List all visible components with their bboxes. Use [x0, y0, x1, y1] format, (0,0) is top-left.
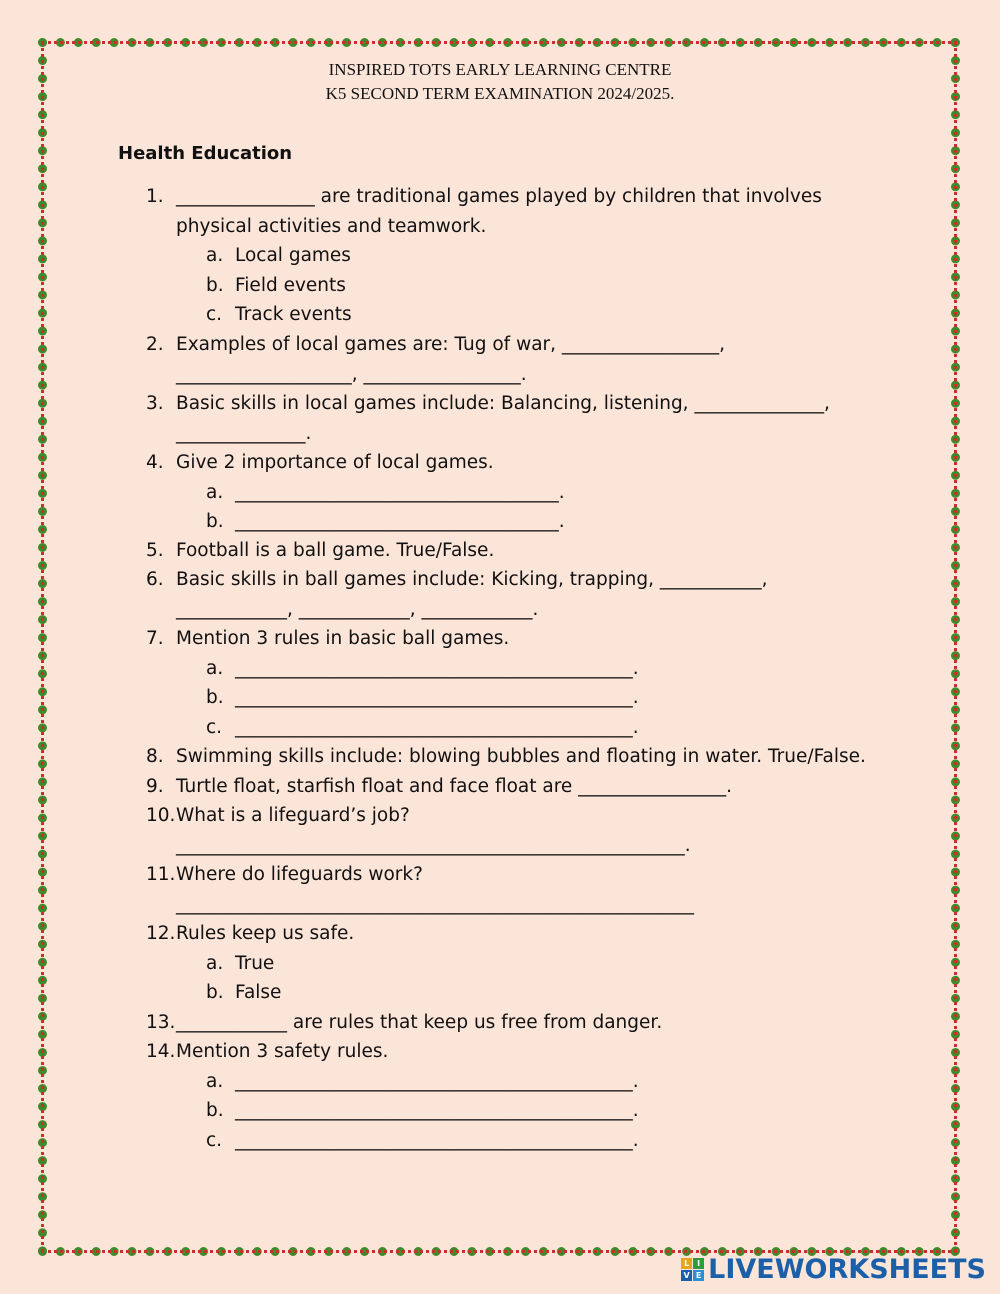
- liveworksheets-icon: L I V E: [681, 1258, 704, 1281]
- question-number: 6.: [146, 569, 164, 590]
- option-letter: a.: [206, 952, 224, 974]
- question-text: Where do lifeguards work?: [176, 864, 423, 885]
- question-text: ____________ are rules that keep us free from danger.: [176, 1012, 663, 1033]
- option-text: ___________________________________________.: [235, 1070, 639, 1092]
- question-number: 8.: [146, 746, 164, 767]
- question-number: 2.: [146, 334, 164, 355]
- option-text: Track events: [235, 304, 352, 325]
- exam-title: K5 SECOND TERM EXAMINATION 2024/2025.: [325, 84, 675, 103]
- option-text: Local games: [235, 245, 351, 266]
- question-number: 13.: [146, 1012, 176, 1033]
- question-text: Turtle float, starfish float and face float are ________________.: [176, 776, 733, 797]
- question-text: ______________.: [176, 422, 312, 444]
- option-text: ___________________________________________.: [235, 687, 639, 708]
- question-number: 5.: [146, 540, 164, 561]
- question-text: Examples of local games are: Tug of war, _________________,: [176, 334, 726, 355]
- option-text: ___________________________________.: [235, 481, 565, 503]
- question-number: 7.: [146, 628, 164, 649]
- question-text: _______________ are traditional games played by children that involves: [176, 186, 822, 207]
- question-text: ___________________, _________________.: [176, 363, 527, 385]
- question-text: Give 2 importance of local games.: [176, 452, 494, 473]
- question-number: 14.: [146, 1041, 176, 1062]
- question-text: Swimming skills include: blowing bubbles and floating in water. True/False.: [176, 746, 866, 767]
- question-text: Football is a ball game. True/False.: [176, 540, 495, 561]
- option-letter: a.: [206, 245, 224, 266]
- option-letter: a.: [206, 657, 224, 679]
- question-number: 1.: [146, 186, 164, 207]
- option-text: ___________________________________________.: [235, 1129, 639, 1151]
- question-number: 4.: [146, 452, 164, 473]
- question-text: _______________________________________________________.: [176, 834, 691, 856]
- option-letter: c.: [206, 1129, 223, 1151]
- section-title: Health Education: [118, 143, 293, 164]
- question-number: 10.: [146, 805, 176, 826]
- brand-name: LIVEWORKSHEETS: [708, 1253, 986, 1285]
- question-text: Basic skills in ball games include: Kicking, trapping, ___________,: [176, 569, 768, 590]
- option-letter: c.: [206, 716, 223, 738]
- option-text: ___________________________________________.: [235, 716, 639, 738]
- question-text: What is a lifeguard’s job?: [176, 805, 410, 826]
- question-number: 3.: [146, 393, 164, 414]
- question-text: ________________________________________________________: [176, 893, 694, 915]
- option-text: Field events: [235, 274, 346, 296]
- question-number: 12.: [146, 923, 176, 944]
- question-number: 11.: [146, 864, 176, 885]
- question-text: Mention 3 rules in basic ball games.: [176, 628, 510, 649]
- option-text: False: [235, 982, 282, 1003]
- question-number: 9.: [146, 776, 164, 797]
- option-letter: b.: [206, 511, 224, 532]
- option-text: ___________________________________________.: [235, 1100, 639, 1121]
- option-letter: c.: [206, 304, 223, 325]
- option-letter: b.: [206, 687, 224, 708]
- question-text: Rules keep us safe.: [176, 923, 355, 944]
- question-text: physical activities and teamwork.: [176, 215, 487, 237]
- option-letter: a.: [206, 1070, 224, 1092]
- liveworksheets-logo[interactable]: [681, 1252, 986, 1286]
- question-text: ____________, ____________, ____________.: [176, 598, 539, 620]
- question-text: Basic skills in local games include: Balancing, listening, ______________,: [176, 393, 830, 414]
- option-text: True: [235, 952, 275, 974]
- option-letter: a.: [206, 481, 224, 503]
- option-text: ___________________________________________.: [235, 657, 639, 679]
- school-name: INSPIRED TOTS EARLY LEARNING CENTRE: [328, 60, 672, 79]
- question-text: Mention 3 safety rules.: [176, 1041, 389, 1062]
- option-letter: b.: [206, 982, 224, 1003]
- option-letter: b.: [206, 1100, 224, 1121]
- option-letter: b.: [206, 274, 224, 296]
- option-text: ___________________________________.: [235, 511, 565, 532]
